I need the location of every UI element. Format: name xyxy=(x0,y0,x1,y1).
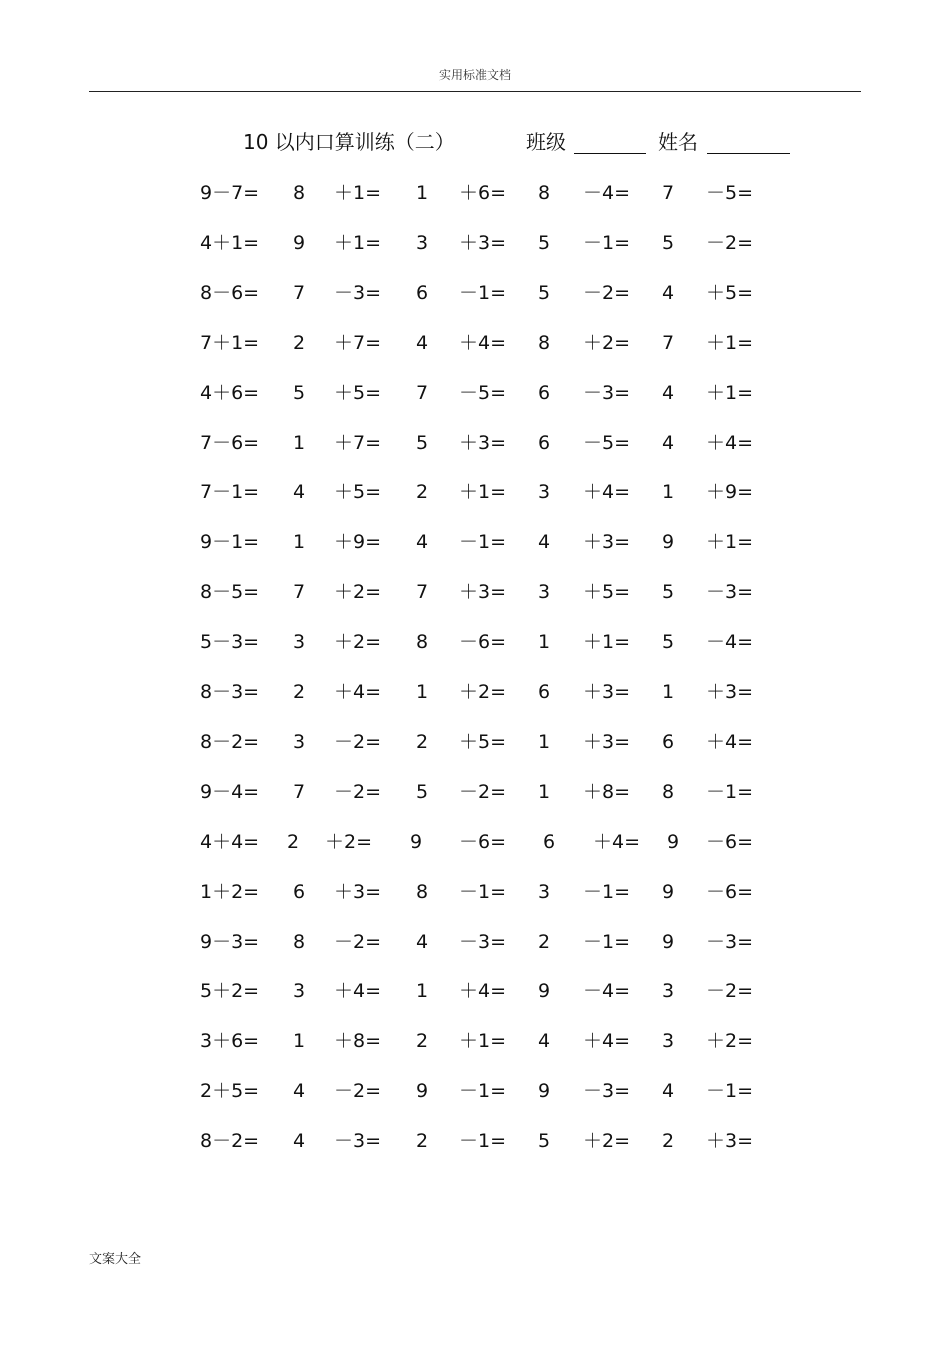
problem-expression: ＋4= xyxy=(593,831,641,853)
problem-expression: ＋4= xyxy=(583,1030,631,1052)
problem-number: 9 xyxy=(667,831,680,853)
problem-expression: －1= xyxy=(459,881,507,903)
problem-expression: ＋4= xyxy=(459,332,507,354)
problem-number: 9 xyxy=(662,881,675,903)
problem-number: 1 xyxy=(662,681,675,703)
problem-expression: 4＋6= xyxy=(200,382,260,404)
problem-expression: ＋7= xyxy=(334,432,382,454)
problem-expression: 4＋1= xyxy=(200,232,260,254)
problem-expression: ＋6= xyxy=(459,182,507,204)
problem-expression: ＋3= xyxy=(459,232,507,254)
problem-number: 9 xyxy=(662,931,675,953)
problem-number: 5 xyxy=(662,631,675,653)
name-label: 姓名 xyxy=(658,130,698,154)
problem-expression: 8－2= xyxy=(200,731,260,753)
problem-number: 7 xyxy=(662,332,675,354)
problem-number: 9 xyxy=(538,980,551,1002)
problem-number: 2 xyxy=(416,1130,429,1152)
problem-expression: －2= xyxy=(459,781,507,803)
problem-expression: 8－3= xyxy=(200,681,260,703)
problem-expression: －2= xyxy=(334,781,382,803)
problem-number: 6 xyxy=(662,731,675,753)
problem-expression: 7＋1= xyxy=(200,332,260,354)
problem-expression: ＋9= xyxy=(706,481,754,503)
problem-number: 4 xyxy=(293,1080,306,1102)
problem-expression: 3＋6= xyxy=(200,1030,260,1052)
problem-number: 6 xyxy=(416,282,429,304)
problem-expression: 5＋2= xyxy=(200,980,260,1002)
problem-expression: ＋5= xyxy=(706,282,754,304)
problem-number: 7 xyxy=(293,581,306,603)
problem-expression: －1= xyxy=(583,881,631,903)
problem-expression: ＋3= xyxy=(583,531,631,553)
problem-expression: 8－6= xyxy=(200,282,260,304)
problem-number: 3 xyxy=(416,232,429,254)
problem-number: 1 xyxy=(293,432,306,454)
problem-expression: ＋8= xyxy=(583,781,631,803)
problem-number: 9 xyxy=(662,531,675,553)
problem-expression: ＋2= xyxy=(334,631,382,653)
problem-expression: －2= xyxy=(583,282,631,304)
problem-expression: ＋4= xyxy=(706,731,754,753)
problem-number: 5 xyxy=(293,382,306,404)
problem-number: 8 xyxy=(538,332,551,354)
problem-number: 4 xyxy=(293,481,306,503)
problem-number: 5 xyxy=(662,581,675,603)
problem-number: 9 xyxy=(416,1080,429,1102)
problem-expression: ＋1= xyxy=(706,332,754,354)
problem-number: 7 xyxy=(662,182,675,204)
problem-expression: －1= xyxy=(459,1080,507,1102)
problem-expression: －3= xyxy=(334,282,382,304)
problem-number: 1 xyxy=(293,531,306,553)
problem-expression: 1＋2= xyxy=(200,881,260,903)
problem-number: 9 xyxy=(293,232,306,254)
problem-expression: ＋1= xyxy=(459,481,507,503)
problem-number: 8 xyxy=(293,182,306,204)
problem-expression: ＋3= xyxy=(583,731,631,753)
problem-number: 5 xyxy=(538,232,551,254)
problem-expression: 8－5= xyxy=(200,581,260,603)
problem-expression: －6= xyxy=(706,831,754,853)
problem-expression: －2= xyxy=(334,1080,382,1102)
problem-expression: ＋3= xyxy=(706,681,754,703)
problem-number: 6 xyxy=(538,432,551,454)
problem-expression: ＋3= xyxy=(706,1130,754,1152)
problem-expression: －5= xyxy=(459,382,507,404)
problem-expression: －1= xyxy=(583,931,631,953)
problem-number: 2 xyxy=(416,731,429,753)
problem-expression: ＋5= xyxy=(334,481,382,503)
class-label: 班级 xyxy=(526,130,566,154)
problem-expression: 9－7= xyxy=(200,182,260,204)
problem-number: 1 xyxy=(538,631,551,653)
problem-number: 3 xyxy=(538,581,551,603)
problem-expression: －2= xyxy=(706,980,754,1002)
page-header: 实用标准文档 xyxy=(438,68,511,82)
page-footer: 文案大全 xyxy=(89,1252,142,1267)
problem-expression: －1= xyxy=(459,282,507,304)
problem-number: 1 xyxy=(293,1030,306,1052)
problem-expression: －6= xyxy=(459,831,507,853)
problem-number: 8 xyxy=(538,182,551,204)
problem-expression: ＋1= xyxy=(459,1030,507,1052)
problem-number: 8 xyxy=(416,881,429,903)
problem-expression: ＋4= xyxy=(706,432,754,454)
problem-number: 3 xyxy=(293,980,306,1002)
problem-expression: ＋2= xyxy=(583,1130,631,1152)
problem-expression: ＋7= xyxy=(334,332,382,354)
problem-expression: －1= xyxy=(706,781,754,803)
problem-expression: ＋2= xyxy=(334,581,382,603)
problem-expression: －3= xyxy=(706,931,754,953)
problem-expression: －6= xyxy=(459,631,507,653)
problem-expression: ＋1= xyxy=(583,631,631,653)
problem-expression: 2＋5= xyxy=(200,1080,260,1102)
problem-expression: －4= xyxy=(583,182,631,204)
problem-expression: ＋3= xyxy=(334,881,382,903)
problem-number: 6 xyxy=(293,881,306,903)
problem-number: 8 xyxy=(662,781,675,803)
problem-expression: 5－3= xyxy=(200,631,260,653)
problem-number: 4 xyxy=(293,1130,306,1152)
problem-expression: －5= xyxy=(706,182,754,204)
problem-expression: ＋4= xyxy=(583,481,631,503)
problem-number: 7 xyxy=(293,282,306,304)
problem-expression: －3= xyxy=(583,1080,631,1102)
problem-number: 2 xyxy=(538,931,551,953)
problem-expression: ＋2= xyxy=(325,831,373,853)
problem-expression: ＋8= xyxy=(334,1030,382,1052)
problem-expression: －5= xyxy=(583,432,631,454)
problem-number: 5 xyxy=(416,432,429,454)
problem-expression: ＋2= xyxy=(459,681,507,703)
problem-number: 4 xyxy=(662,382,675,404)
problem-number: 1 xyxy=(416,980,429,1002)
problem-number: 3 xyxy=(662,980,675,1002)
problem-expression: －2= xyxy=(706,232,754,254)
problem-expression: 9－3= xyxy=(200,931,260,953)
problem-expression: －6= xyxy=(706,881,754,903)
problem-expression: ＋1= xyxy=(334,182,382,204)
problem-expression: －4= xyxy=(706,631,754,653)
problem-expression: 7－1= xyxy=(200,481,260,503)
problem-number: 2 xyxy=(416,481,429,503)
problem-number: 4 xyxy=(538,1030,551,1052)
problem-expression: ＋4= xyxy=(334,681,382,703)
problem-expression: 9－4= xyxy=(200,781,260,803)
problem-number: 6 xyxy=(543,831,556,853)
problem-number: 4 xyxy=(662,1080,675,1102)
problem-number: 4 xyxy=(416,531,429,553)
problem-expression: ＋4= xyxy=(459,980,507,1002)
problem-number: 3 xyxy=(293,731,306,753)
problem-expression: －2= xyxy=(334,931,382,953)
problem-expression: －3= xyxy=(459,931,507,953)
problem-number: 1 xyxy=(538,781,551,803)
problem-expression: －3= xyxy=(583,382,631,404)
problem-number: 4 xyxy=(538,531,551,553)
problem-number: 4 xyxy=(662,432,675,454)
problem-expression: ＋1= xyxy=(706,382,754,404)
problem-expression: －1= xyxy=(459,531,507,553)
problem-expression: －3= xyxy=(706,581,754,603)
problem-expression: 4＋4= xyxy=(200,831,260,853)
problem-number: 5 xyxy=(662,232,675,254)
problem-number: 1 xyxy=(416,681,429,703)
problem-number: 6 xyxy=(538,681,551,703)
problem-expression: －2= xyxy=(334,731,382,753)
problem-expression: 8－2= xyxy=(200,1130,260,1152)
problem-number: 1 xyxy=(416,182,429,204)
problem-number: 2 xyxy=(293,332,306,354)
problem-number: 2 xyxy=(287,831,300,853)
problem-number: 2 xyxy=(416,1030,429,1052)
problem-number: 5 xyxy=(538,1130,551,1152)
problem-number: 7 xyxy=(416,581,429,603)
problem-expression: ＋5= xyxy=(334,382,382,404)
problem-expression: ＋2= xyxy=(706,1030,754,1052)
problem-expression: ＋5= xyxy=(583,581,631,603)
problem-expression: －1= xyxy=(459,1130,507,1152)
problem-expression: ＋5= xyxy=(459,731,507,753)
problem-number: 4 xyxy=(416,332,429,354)
problem-number: 7 xyxy=(293,781,306,803)
problem-number: 6 xyxy=(538,382,551,404)
problem-number: 5 xyxy=(538,282,551,304)
problem-expression: ＋3= xyxy=(583,681,631,703)
problem-number: 2 xyxy=(293,681,306,703)
problem-number: 3 xyxy=(662,1030,675,1052)
problem-expression: ＋4= xyxy=(334,980,382,1002)
problem-number: 8 xyxy=(416,631,429,653)
problem-expression: －4= xyxy=(583,980,631,1002)
problem-number: 9 xyxy=(410,831,423,853)
problem-number: 4 xyxy=(416,931,429,953)
problem-expression: ＋3= xyxy=(459,581,507,603)
problem-number: 9 xyxy=(538,1080,551,1102)
problem-expression: 7－6= xyxy=(200,432,260,454)
problem-expression: －3= xyxy=(334,1130,382,1152)
problem-number: 1 xyxy=(538,731,551,753)
problem-number: 1 xyxy=(662,481,675,503)
problem-number: 8 xyxy=(293,931,306,953)
worksheet-title: 10 以内口算训练（二） xyxy=(243,130,455,154)
problem-expression: ＋2= xyxy=(583,332,631,354)
problem-number: 7 xyxy=(416,382,429,404)
problem-number: 3 xyxy=(538,881,551,903)
problem-expression: －1= xyxy=(583,232,631,254)
problem-number: 3 xyxy=(538,481,551,503)
problem-expression: 9－1= xyxy=(200,531,260,553)
problem-expression: ＋1= xyxy=(334,232,382,254)
problem-expression: ＋1= xyxy=(706,531,754,553)
problem-number: 5 xyxy=(416,781,429,803)
problem-number: 4 xyxy=(662,282,675,304)
problem-expression: ＋3= xyxy=(459,432,507,454)
problem-expression: ＋9= xyxy=(334,531,382,553)
problem-expression: －1= xyxy=(706,1080,754,1102)
problem-number: 3 xyxy=(293,631,306,653)
problem-number: 2 xyxy=(662,1130,675,1152)
